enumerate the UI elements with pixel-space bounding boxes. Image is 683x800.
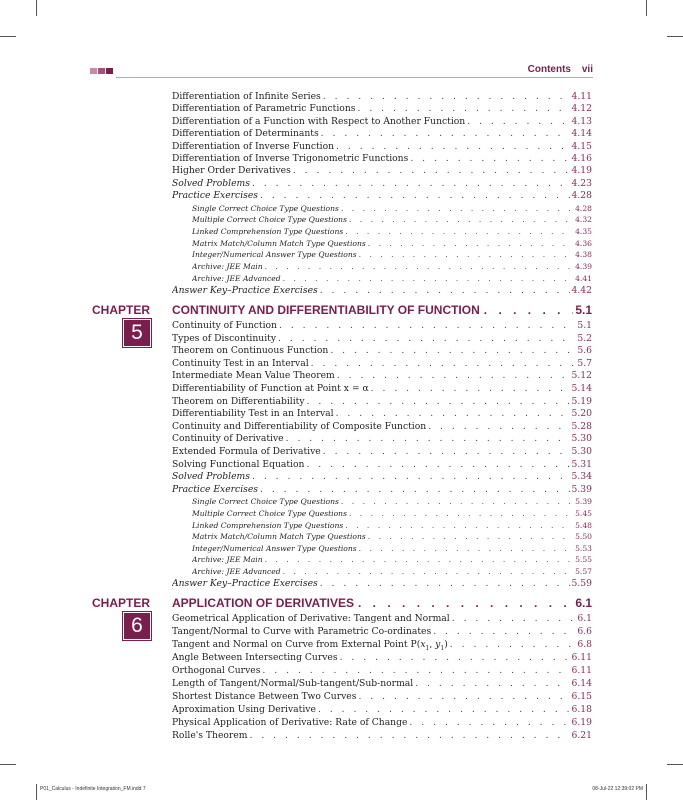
toc-entry[interactable]: Geometrical Application of Derivative: Tangent and Normal . . . 6.1 [172,613,592,625]
toc-entry[interactable]: Types of Discontinuity . . . 5.2 [172,333,592,345]
toc-entry[interactable]: Theorem on Continuous Function . . . 5.6 [172,345,592,357]
toc-entry[interactable]: Differentiability of Function at Point x = α . . . 5.14 [172,383,592,395]
header-rule [116,77,593,78]
toc-subentry[interactable]: Multiple Correct Choice Type Questions . . . 5.45 [192,508,592,520]
toc-entry[interactable]: Shortest Distance Between Two Curves . . . 6.15 [172,691,592,703]
toc-subentry[interactable]: Archive: JEE Main . . . 5.55 [192,554,592,566]
toc-subentry[interactable]: Integer/Numerical Answer Type Questions . . . 4.38 [192,249,592,261]
toc-entry[interactable]: Extended Formula of Derivative . . . 5.30 [172,446,592,458]
crop-mark [667,36,683,37]
toc-entry[interactable]: Intermediate Mean Value Theorem . . . 5.12 [172,370,592,382]
toc-entry[interactable]: Orthogonal Curves . . . 6.11 [172,665,592,677]
toc-subentry[interactable]: Matrix Match/Column Match Type Questions . . . 5.50 [192,531,592,543]
crop-mark [646,0,647,16]
chapter-title[interactable]: CONTINUITY AND DIFFERENTIABILITY OF FUNCTION . . . 5.1 [172,303,592,319]
toc-entry[interactable]: Answer Key–Practice Exercises . . . 4.42 [172,285,592,297]
toc-subentry[interactable]: Single Correct Choice Type Questions . . . 4.28 [192,203,592,215]
toc-entry[interactable]: Physical Application of Derivative: Rate of Change . . . 6.19 [172,717,592,729]
toc-entry[interactable]: Theorem on Differentiability . . . 5.19 [172,396,592,408]
toc-subentry[interactable]: Linked Comprehension Type Questions . . . 5.48 [192,520,592,532]
chapter-title[interactable]: APPLICATION OF DERIVATIVES . . . 6.1 [172,596,592,612]
toc-subentry[interactable]: Archive: JEE Advanced . . . 5.57 [192,566,592,578]
chapter-label: CHAPTER [92,303,151,317]
toc-entry[interactable]: Tangent/Normal to Curve with Parametric Co-ordinates . . . 6.6 [172,626,592,638]
toc-entry[interactable]: Solving Functional Equation . . . 5.31 [172,459,592,471]
toc-entry[interactable]: Continuity of Derivative . . . 5.30 [172,433,592,445]
toc-subentry[interactable]: Integer/Numerical Answer Type Questions . . . 5.53 [192,543,592,555]
footer-file-slug: P01_Calculus - Indefinite Integration_FM.indd 7 [40,786,146,792]
toc-entry[interactable]: Angle Between Intersecting Curves . . . 6.11 [172,652,592,664]
toc-entry[interactable]: Differentiability Test in an Interval . . . 5.20 [172,408,592,420]
toc-subentry[interactable]: Archive: JEE Advanced . . . 4.41 [192,273,592,285]
toc-entry[interactable]: Solved Problems . . . 5.34 [172,471,592,483]
toc-entry[interactable]: Tangent and Normal on Curve from External Point $P(x_1$, $y_1$) . . . 6.8 [172,639,592,651]
toc-entry[interactable]: Rolle's Theorem . . . 6.21 [172,730,592,742]
toc-subentry[interactable]: Multiple Correct Choice Type Questions . . . 4.32 [192,214,592,226]
header-square [106,68,113,74]
toc-entry[interactable]: Aproximation Using Derivative . . . 6.18 [172,704,592,716]
toc-entry[interactable]: Differentiation of Parametric Functions . . . 4.12 [172,103,592,115]
crop-mark [646,784,647,800]
toc-entry[interactable]: Length of Tangent/Normal/Sub-tangent/Sub-normal . . . 6.14 [172,678,592,690]
crop-mark [36,784,37,800]
crop-mark [0,764,16,765]
crop-mark [667,764,683,765]
toc-entry[interactable]: Differentiation of Inverse Function . . . 4.15 [172,141,592,153]
toc-subentry[interactable]: Archive: JEE Main . . . 4.39 [192,261,592,273]
toc-entry[interactable]: Continuity and Differentiability of Composite Function . . . 5.28 [172,421,592,433]
toc-entry[interactable]: Solved Problems . . . 4.23 [172,178,592,190]
chapter-label: CHAPTER [92,596,151,610]
toc-entry[interactable]: Practice Exercises . . . 4.28 [172,190,592,202]
footer-timestamp: 08-Jul-22 12:39:02 PM [592,786,643,792]
header-square [90,68,97,74]
crop-mark [0,36,16,37]
running-header [90,64,593,78]
toc-entry[interactable]: Continuity Test in an Interval . . . 5.7 [172,358,592,370]
toc-entry[interactable]: Continuity of Function . . . 5.1 [172,320,592,332]
toc-entry[interactable]: Higher Order Derivatives . . . 4.19 [172,165,592,177]
header-contents-label: Contents [527,64,571,75]
toc-entry[interactable]: Differentiation of a Function with Respect to Another Function . . . 4.13 [172,116,592,128]
toc-subentry[interactable]: Linked Comprehension Type Questions . . . 4.35 [192,226,592,238]
header-page-number: vii [581,64,593,75]
toc-entry[interactable]: Differentiation of Infinite Series . . . 4.11 [172,91,592,103]
toc-entry[interactable]: Differentiation of Inverse Trigonometric Functions . . . 4.16 [172,153,592,165]
chapter-number-badge: 5 [124,320,150,346]
toc-subentry[interactable]: Single Correct Choice Type Questions . . . 5.39 [192,496,592,508]
header-square [98,68,105,74]
toc-entry[interactable]: Practice Exercises . . . 5.39 [172,484,592,496]
crop-mark [36,0,37,16]
chapter-number-badge: 6 [124,613,150,639]
toc-subentry[interactable]: Matrix Match/Column Match Type Questions . . . 4.36 [192,238,592,250]
header-squares-icon [90,68,113,74]
toc-entry[interactable]: Differentiation of Determinants . . . 4.14 [172,128,592,140]
toc-entry[interactable]: Answer Key–Practice Exercises . . . 5.59 [172,578,592,590]
